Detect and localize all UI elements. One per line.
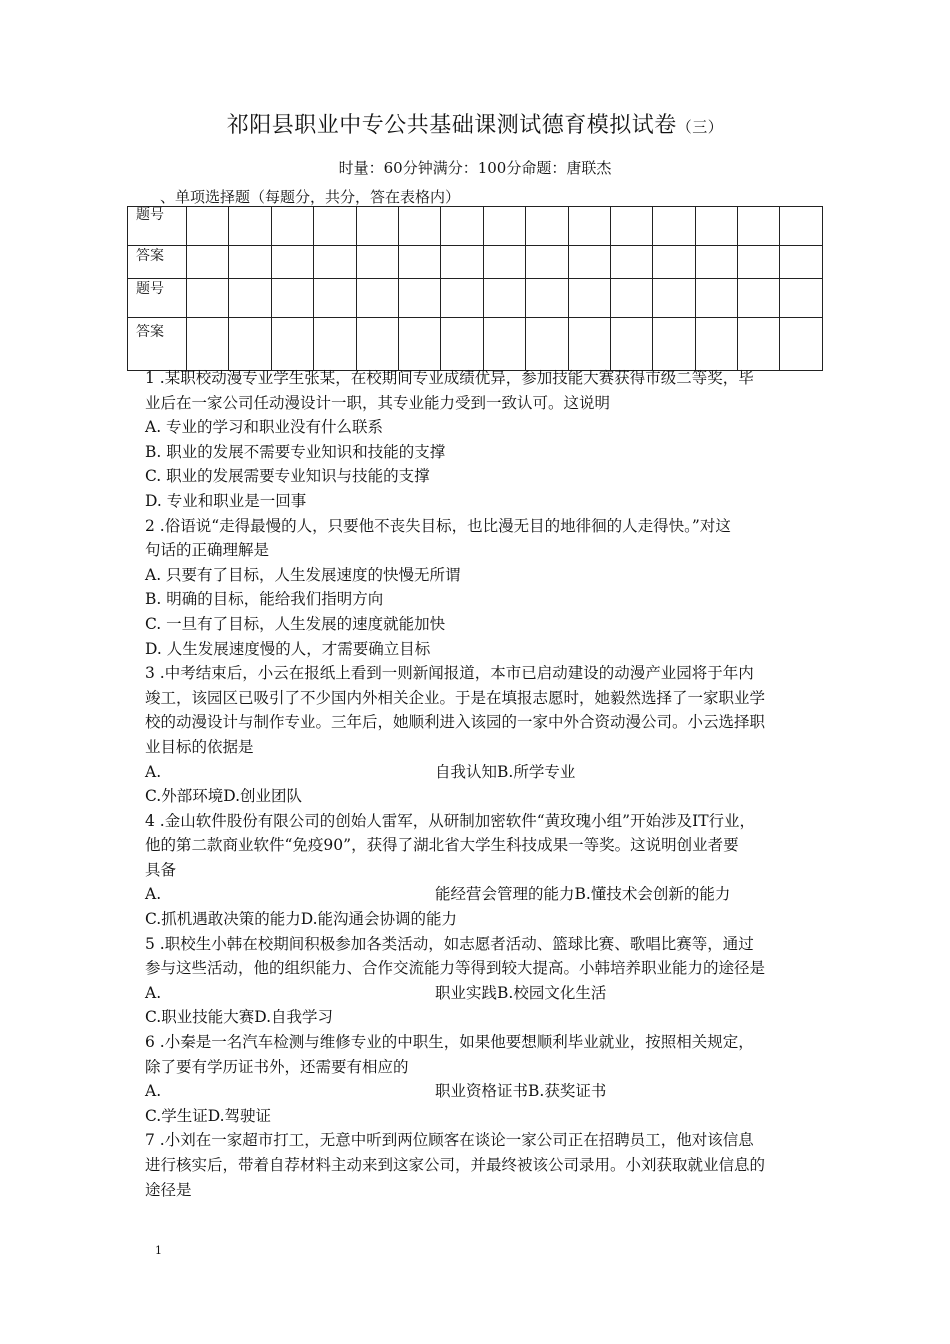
question-2-stem: 2 .俗语说“走得最慢的人，只要他不丧失目标，也比漫无目的地徘徊的人走得快。”对这 bbox=[145, 516, 731, 535]
answer-cell[interactable] bbox=[187, 279, 229, 318]
question-3-stem-cont: 竣工，该园区已吸引了不少国内外相关企业。于是在填报志愿时，她毅然选择了一家职业学 bbox=[145, 688, 766, 707]
answer-cell[interactable] bbox=[441, 207, 483, 246]
question-2-stem-cont: 句话的正确理解是 bbox=[145, 541, 270, 560]
question-3-options-cd[interactable]: C.外部环境D.创业团队 bbox=[145, 787, 303, 806]
answer-cell[interactable] bbox=[780, 318, 823, 371]
answer-cell[interactable] bbox=[526, 279, 568, 318]
question-6-stem-cont: 除了要有学历证书外，还需要有相应的 bbox=[145, 1057, 409, 1076]
title-main: 祁阳县职业中专公共基础课测试德育模拟试卷 bbox=[226, 113, 677, 138]
question-6-stem: 6 .小秦是一名汽车检测与维修专业的中职生，如果他要想顺利毕业就业，按照相关规定， bbox=[145, 1033, 754, 1052]
question-1-option-a[interactable]: A. 专业的学习和职业没有什么联系 bbox=[145, 418, 384, 437]
question-7-stem-cont: 途径是 bbox=[145, 1180, 192, 1199]
answer-cell[interactable] bbox=[441, 318, 483, 371]
question-5-stem: 5 .职校生小韩在校期间积极参加各类活动，如志愿者活动、篮球比赛、歌唱比赛等，通过 bbox=[145, 934, 754, 953]
answer-cell[interactable] bbox=[441, 279, 483, 318]
page-title bbox=[0, 108, 950, 139]
answer-cell[interactable] bbox=[229, 207, 271, 246]
option-a-letter: A. bbox=[145, 885, 162, 904]
answer-cell[interactable] bbox=[483, 318, 525, 371]
answer-cell[interactable] bbox=[229, 318, 271, 371]
answer-cell[interactable] bbox=[780, 246, 823, 279]
answer-cell[interactable] bbox=[653, 207, 695, 246]
answer-cell[interactable] bbox=[398, 207, 440, 246]
answer-cell[interactable] bbox=[398, 279, 440, 318]
answer-cell[interactable] bbox=[483, 207, 525, 246]
answer-cell[interactable] bbox=[271, 246, 313, 279]
answer-cell[interactable] bbox=[738, 279, 780, 318]
answer-cell[interactable] bbox=[653, 279, 695, 318]
answer-cell[interactable] bbox=[187, 207, 229, 246]
answer-cell[interactable] bbox=[314, 207, 356, 246]
option-a-letter: A. bbox=[145, 1082, 162, 1101]
answer-cell[interactable] bbox=[271, 318, 313, 371]
table-label-answer: 答案 bbox=[128, 318, 187, 371]
table-label-question-number: 题号 bbox=[128, 279, 187, 318]
answer-cell[interactable] bbox=[568, 246, 610, 279]
answer-cell[interactable] bbox=[398, 246, 440, 279]
answer-cell[interactable] bbox=[780, 279, 823, 318]
options-ab-text: 职业实践B.校园文化生活 bbox=[435, 983, 607, 1002]
answer-cell[interactable] bbox=[610, 207, 652, 246]
answer-cell[interactable] bbox=[229, 246, 271, 279]
question-3-options-ab[interactable] bbox=[145, 760, 835, 785]
answer-cell[interactable] bbox=[738, 246, 780, 279]
question-1-stem-cont: 业后在一家公司任动漫设计一职，其专业能力受到一致认可。这说明 bbox=[145, 393, 611, 412]
question-5-options-ab[interactable] bbox=[145, 981, 835, 1006]
answer-cell[interactable] bbox=[314, 246, 356, 279]
question-4-stem: 4 .金山软件股份有限公司的创始人雷军，从研制加密软件“黄玫瑰小组”开始涉及IT行业， bbox=[145, 811, 756, 830]
question-1-option-d[interactable]: D. 专业和职业是一回事 bbox=[145, 491, 307, 510]
answer-cell[interactable] bbox=[610, 246, 652, 279]
answer-cell[interactable] bbox=[483, 246, 525, 279]
answer-cell[interactable] bbox=[483, 279, 525, 318]
options-ab-text: 职业资格证书B.获奖证书 bbox=[435, 1082, 607, 1101]
answer-cell[interactable] bbox=[568, 318, 610, 371]
answer-cell[interactable] bbox=[356, 279, 398, 318]
answer-cell[interactable] bbox=[610, 279, 652, 318]
options-ab-text: 自我认知B.所学专业 bbox=[435, 762, 576, 781]
answer-cell[interactable] bbox=[314, 279, 356, 318]
answer-cell[interactable] bbox=[314, 318, 356, 371]
exam-meta: 时量：60分钟满分：100分命题：唐联杰 bbox=[338, 159, 612, 177]
options-ab-text: 能经营会管理的能力B.懂技术会创新的能力 bbox=[435, 885, 731, 904]
question-5-options-cd[interactable]: C.职业技能大赛D.自我学习 bbox=[145, 1008, 334, 1027]
question-4-stem-cont: 他的第二款商业软件“免疫90”，获得了湖北省大学生科技成果一等奖。这说明创业者要 bbox=[145, 836, 739, 855]
table-label-answer: 答案 bbox=[128, 246, 187, 279]
question-4-options-ab[interactable] bbox=[145, 882, 835, 907]
answer-cell[interactable] bbox=[738, 318, 780, 371]
page-number: 1 bbox=[155, 1244, 162, 1257]
question-2-option-c[interactable]: C. 一旦有了目标，人生发展的速度就能加快 bbox=[145, 614, 446, 633]
question-4-stem-cont: 具备 bbox=[145, 860, 177, 879]
answer-cell[interactable] bbox=[653, 318, 695, 371]
question-1-stem: 1 .某职校动漫专业学生张某，在校期间专业成绩优异，参加技能大赛获得市级二等奖，毕 bbox=[145, 369, 754, 387]
question-2-option-b[interactable]: B. 明确的目标，能给我们指明方向 bbox=[145, 590, 384, 609]
question-3-stem: 3 .中考结束后，小云在报纸上看到一则新闻报道，本市已启动建设的动漫产业园将于年内 bbox=[145, 664, 754, 683]
answer-cell[interactable] bbox=[695, 246, 737, 279]
answer-cell[interactable] bbox=[695, 207, 737, 246]
question-list bbox=[145, 366, 835, 1202]
answer-cell[interactable] bbox=[780, 207, 823, 246]
answer-cell[interactable] bbox=[229, 279, 271, 318]
answer-cell[interactable] bbox=[356, 318, 398, 371]
answer-cell[interactable] bbox=[526, 318, 568, 371]
question-6-options-cd[interactable]: C.学生证D.驾驶证 bbox=[145, 1106, 272, 1125]
title-suffix: （三） bbox=[676, 118, 724, 136]
question-5-stem-cont: 参与这些活动，他的组织能力、合作交流能力等得到较大提高。小韩培养职业能力的途径是 bbox=[145, 959, 766, 978]
question-7-stem-cont: 进行核实后，带着自荐材料主动来到这家公司，并最终被该公司录用。小刘获取就业信息的 bbox=[145, 1156, 766, 1174]
answer-cell[interactable] bbox=[526, 207, 568, 246]
answer-cell[interactable] bbox=[695, 318, 737, 371]
question-1-option-b[interactable]: B. 职业的发展不需要专业知识和技能的支撑 bbox=[145, 442, 446, 461]
answer-cell[interactable] bbox=[441, 246, 483, 279]
answer-cell[interactable] bbox=[356, 207, 398, 246]
answer-cell[interactable] bbox=[187, 246, 229, 279]
question-4-options-cd[interactable]: C.抓机遇敢决策的能力D.能沟通会协调的能力 bbox=[145, 910, 458, 929]
question-7-stem: 7 .小刘在一家超市打工，无意中听到两位顾客在谈论一家公司正在招聘员工，他对该信息 bbox=[145, 1131, 754, 1150]
table-label-question-number: 题号 bbox=[128, 207, 187, 246]
question-2-option-a[interactable]: A. 只要有了目标，人生发展速度的快慢无所谓 bbox=[145, 565, 461, 584]
answer-cell[interactable] bbox=[398, 318, 440, 371]
answer-cell[interactable] bbox=[568, 279, 610, 318]
question-3-stem-cont: 业目标的依据是 bbox=[145, 737, 254, 756]
answer-cell[interactable] bbox=[738, 207, 780, 246]
option-a-letter: A. bbox=[145, 762, 162, 781]
question-6-options-ab[interactable] bbox=[145, 1079, 835, 1104]
answer-cell[interactable] bbox=[356, 246, 398, 279]
answer-cell[interactable] bbox=[187, 318, 229, 371]
answer-table bbox=[127, 206, 823, 371]
option-a-letter: A. bbox=[145, 983, 162, 1002]
answer-cell[interactable] bbox=[271, 207, 313, 246]
answer-cell[interactable] bbox=[271, 279, 313, 318]
section-heading: 、单项选择题（每题分，共分，答在表格内） bbox=[160, 188, 461, 206]
question-2-option-d[interactable]: D. 人生发展速度慢的人，才需要确立目标 bbox=[145, 639, 431, 658]
answer-cell[interactable] bbox=[526, 246, 568, 279]
answer-cell[interactable] bbox=[610, 318, 652, 371]
question-3-stem-cont: 校的动漫设计与制作专业。三年后，她顺利进入该园的一家中外合资动漫公司。小云选择职 bbox=[145, 713, 766, 732]
answer-cell[interactable] bbox=[695, 279, 737, 318]
answer-cell[interactable] bbox=[568, 207, 610, 246]
question-1-option-c[interactable]: C. 职业的发展需要专业知识与技能的支撑 bbox=[145, 467, 430, 486]
answer-cell[interactable] bbox=[653, 246, 695, 279]
